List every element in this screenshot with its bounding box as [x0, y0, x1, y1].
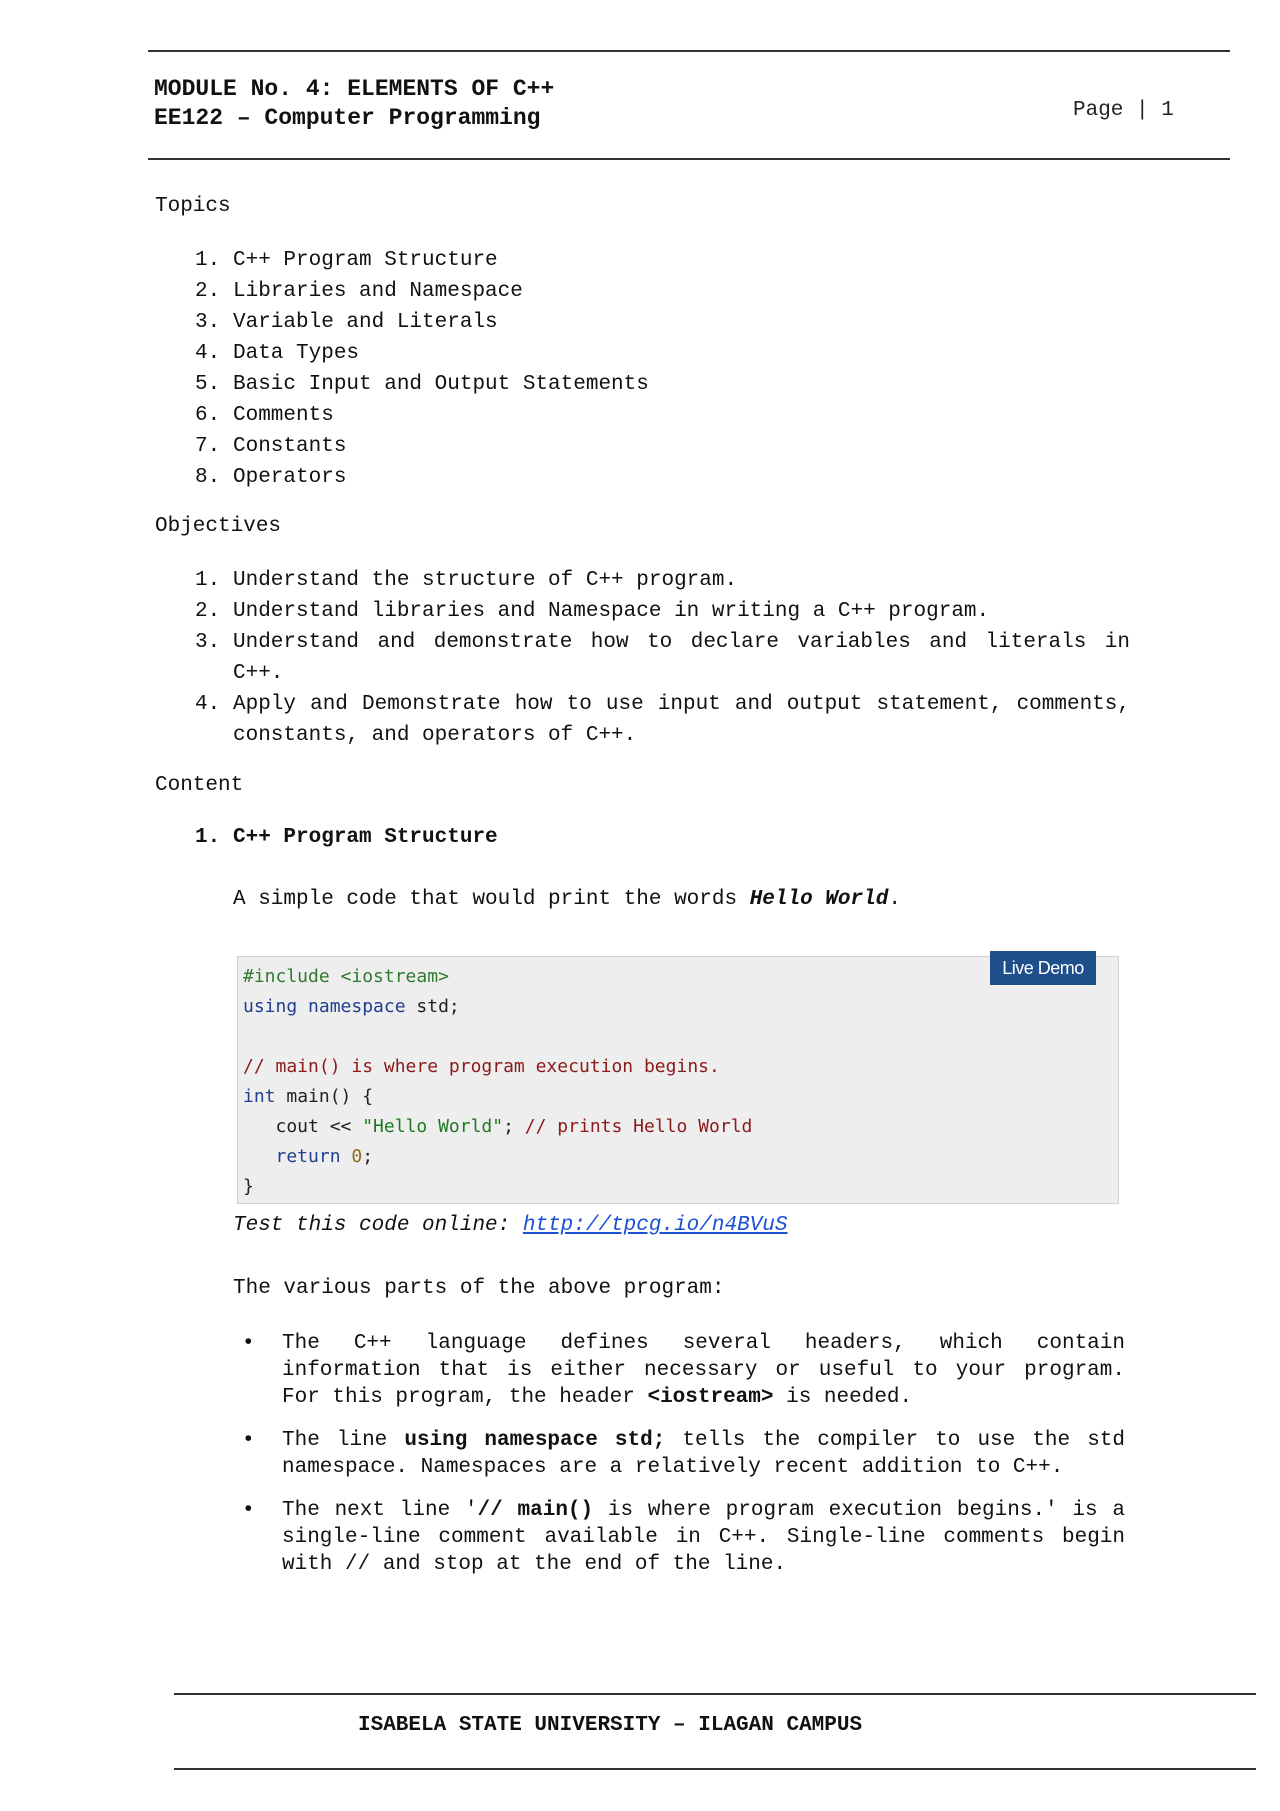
footer-bottom-rule [174, 1768, 1256, 1770]
topics-list [195, 245, 1143, 493]
section-title: C++ Program Structure [233, 826, 498, 849]
list-item: 6. Comments [195, 404, 334, 427]
code-block [237, 956, 1119, 1204]
section-heading [195, 826, 498, 849]
footer-top-rule [174, 1693, 1256, 1695]
list-item: 3. Variable and Literals [195, 311, 498, 334]
code-line: int main() { [243, 1086, 374, 1107]
list-item: 4. Data Types [195, 342, 360, 365]
section-number: 1. [195, 826, 221, 849]
code-line: cout << "Hello World"; // prints Hello World [243, 1116, 753, 1137]
list-item: • The next line '// main() is where program execution begins.' is a single-line comment available in C++. Single-line comments begin with // and stop at the end of the line. [242, 1499, 1126, 1576]
code-line: } [243, 1176, 254, 1197]
footer-institution: ISABELA STATE UNIVERSITY – ILAGAN CAMPUS [358, 1714, 863, 1737]
list-item: 2. Understand libraries and Namespace in writing a C++ program. [195, 600, 990, 623]
list-item: • The line using namespace std; tells the compiler to use the std namespace. Namespaces are a relatively recent addition to C++. [242, 1429, 1125, 1479]
module-title: MODULE No. 4: ELEMENTS OF C++ [154, 76, 555, 102]
list-item: 4. Apply and Demonstrate how to use input and output statement, comments, constants, and operators of C++. [195, 693, 1130, 747]
list-item: 1. C++ Program Structure [195, 249, 498, 272]
bullet-icon: • [242, 1499, 255, 1522]
header-bottom-rule [148, 158, 1230, 160]
topics-heading: Topics [155, 195, 231, 218]
list-item: 5. Basic Input and Output Statements [195, 373, 649, 396]
test-online-line: Test this code online: http://tpcg.io/n4BVuS [233, 1214, 788, 1237]
bullet-icon: • [242, 1332, 255, 1355]
intro-paragraph: A simple code that would print the words Hello World. [233, 888, 901, 911]
parts-intro: The various parts of the above program: [233, 1277, 725, 1300]
header-top-rule [148, 50, 1230, 52]
list-item: • The C++ language defines several headers, which contain information that is either necessary or useful to your program. For this program, the header <iostream> is needed. [242, 1332, 1125, 1409]
parts-bullet-list [240, 1330, 1125, 1594]
list-item: 2. Libraries and Namespace [195, 280, 523, 303]
test-code-link[interactable]: http://tpcg.io/n4BVuS [522, 1214, 788, 1237]
list-item: 1. Understand the structure of C++ program. [195, 569, 738, 592]
live-demo-button[interactable]: Live Demo [990, 951, 1096, 985]
list-item: 8. Operators [195, 466, 347, 489]
course-title: EE122 – Computer Programming [154, 105, 541, 131]
content-heading: Content [155, 774, 244, 797]
bullet-icon: • [242, 1429, 255, 1452]
hello-world-emphasis: Hello World [749, 888, 889, 911]
code-line: return 0; [243, 1146, 374, 1167]
objectives-heading: Objectives [155, 515, 282, 538]
page-number: Page | 1 [1073, 99, 1174, 122]
code-line: using namespace std; [243, 996, 460, 1017]
code-line: #include <iostream> [243, 966, 449, 987]
list-item: 7. Constants [195, 435, 347, 458]
objectives-list [195, 565, 1143, 751]
list-item: 3. Understand and demonstrate how to declare variables and literals in C++. [195, 631, 1130, 685]
code-line: // main() is where program execution begins. [243, 1056, 720, 1077]
